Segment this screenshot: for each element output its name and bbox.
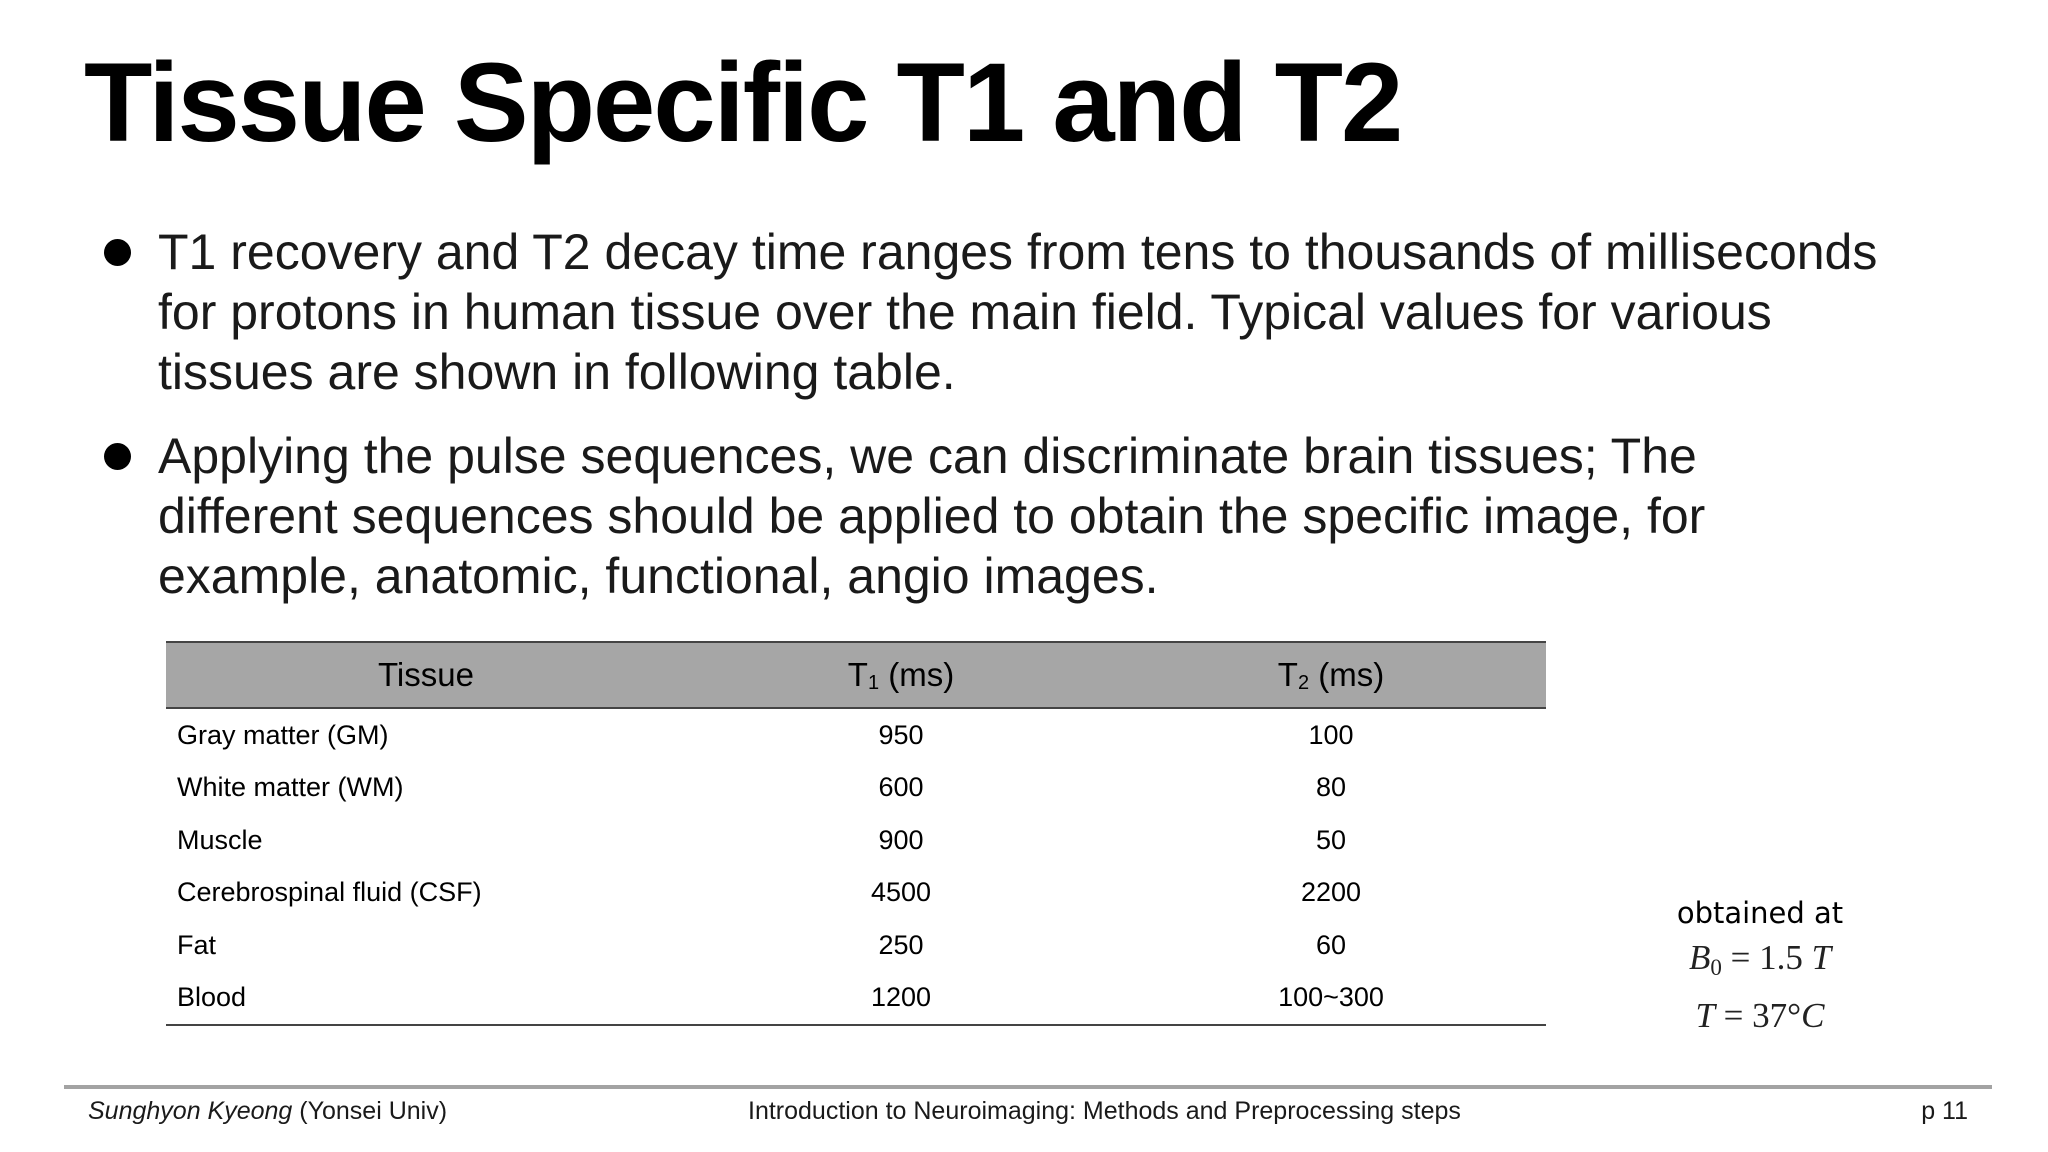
field-unit: T	[1811, 938, 1832, 977]
temperature-equation: T = 37°C	[1695, 996, 1825, 1035]
field-strength-equation: $B_0 = 1.5$ T	[1688, 938, 1832, 980]
table-row	[166, 814, 1546, 867]
footer-divider	[64, 1085, 1992, 1089]
temp-value: 37°	[1752, 996, 1802, 1035]
field-value: 1.5	[1759, 938, 1803, 977]
header-t1	[686, 642, 1116, 708]
cell-t2: 50	[1315, 824, 1347, 855]
header-t1-unit: (ms)	[879, 655, 955, 693]
cell-t2: 60	[1315, 929, 1347, 960]
table-header-row	[166, 642, 1546, 708]
cell-tissue: Fat	[177, 929, 217, 960]
measurement-conditions-note	[1640, 892, 1880, 1040]
cell-t1: 1200	[686, 972, 1116, 1026]
cell-tissue: Muscle	[177, 824, 263, 855]
header-t1-base: T	[847, 655, 868, 693]
footer-author-block	[88, 1096, 447, 1126]
footer-course: Introduction to Neuroimaging: Methods and Preprocessing steps	[748, 1097, 1461, 1125]
header-t2-base: T	[1277, 655, 1298, 693]
footer-affiliation: (Yonsei Univ)	[292, 1097, 448, 1125]
temp-unit: C	[1801, 996, 1825, 1035]
table-row	[166, 708, 1546, 762]
cell-tissue: Blood	[166, 972, 686, 1026]
field-subscript: 0	[1710, 955, 1722, 980]
relaxation-times-table	[166, 641, 1546, 1026]
cell-tissue: Cerebrospinal fluid (CSF)	[177, 877, 482, 908]
cell-t1: 600	[878, 772, 924, 803]
bullet-text: Applying the pulse sequences, we can discriminate brain tissues; The different sequences should be applied to obtain the specific image, for example, anatomic, functional, angio images.	[158, 428, 1706, 604]
cell-t2: 80	[1315, 772, 1347, 803]
table-row	[166, 762, 1546, 815]
note-label: obtained at	[1676, 896, 1844, 930]
header-t1-sub: 1	[867, 671, 880, 694]
bullet-text: T1 recovery and T2 decay time ranges from tens to thousands of milliseconds for protons in human tissue over the main field. Typical values for various tissues are shown in following table.	[158, 224, 1878, 400]
table-row	[166, 867, 1546, 920]
table-row	[166, 919, 1546, 972]
cell-tissue: White matter (WM)	[177, 772, 404, 803]
cell-tissue: Gray matter (GM)	[177, 719, 389, 750]
bullet-list	[100, 222, 1880, 630]
bullet-item	[100, 222, 1880, 402]
cell-t1: 900	[878, 824, 924, 855]
cell-t1: 950	[878, 719, 924, 750]
slide-title: Tissue Specific T1 and T2	[84, 40, 1402, 165]
header-t2-sub: 2	[1297, 671, 1310, 694]
field-symbol: B	[1688, 938, 1711, 977]
cell-t1: 250	[878, 929, 924, 960]
header-t2-unit: (ms)	[1309, 655, 1385, 693]
header-tissue: Tissue	[166, 642, 686, 708]
temp-symbol: T	[1695, 996, 1715, 1035]
footer-author: Sunghyon Kyeong	[88, 1097, 293, 1125]
cell-t2: 2200	[1300, 877, 1362, 908]
cell-t2: 100~300	[1116, 972, 1546, 1026]
cell-t2: 100	[1308, 719, 1354, 750]
cell-t1: 4500	[870, 877, 932, 908]
bullet-dot-icon	[104, 443, 131, 470]
bullet-item	[100, 426, 1880, 606]
bullet-dot-icon	[104, 239, 131, 266]
table-row	[166, 972, 1546, 1026]
header-t2	[1116, 642, 1546, 708]
page-number: p 11	[1921, 1097, 1968, 1125]
